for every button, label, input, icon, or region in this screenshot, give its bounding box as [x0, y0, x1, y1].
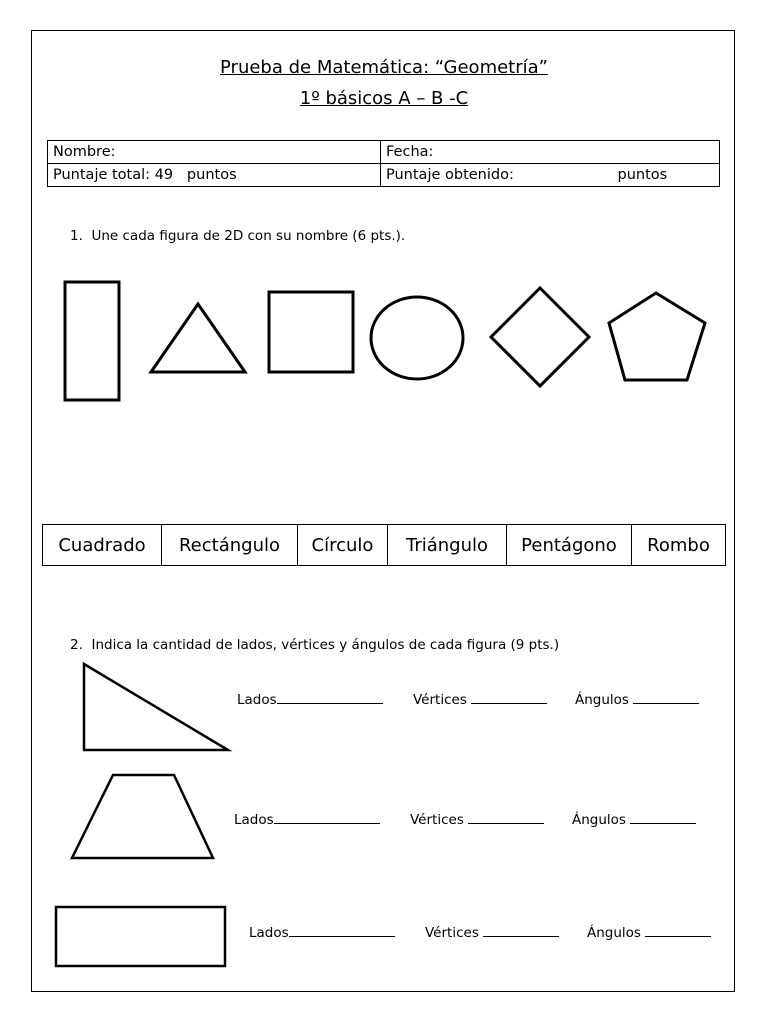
- name-cell-triangulo[interactable]: Triángulo: [388, 525, 507, 566]
- angles-label: Ángulos: [575, 692, 629, 708]
- angles-label: Ángulos: [587, 925, 641, 941]
- test-title: Prueba de Matemática: “Geometría”: [220, 57, 548, 78]
- rectangle-outline[interactable]: [65, 282, 119, 400]
- circle-outline[interactable]: [371, 297, 463, 379]
- angles-blank[interactable]: [645, 922, 711, 937]
- name-cell-cuadrado[interactable]: Cuadrado: [43, 525, 162, 566]
- sides-field-2[interactable]: [234, 809, 380, 828]
- angles-label: Ángulos: [572, 812, 626, 828]
- sides-field-3[interactable]: [249, 922, 395, 941]
- date-label: Fecha:: [386, 144, 434, 160]
- vertices-blank[interactable]: [468, 809, 544, 824]
- angles-field-3[interactable]: [587, 922, 711, 941]
- obtained-score-label: Puntaje obtenido:: [386, 167, 514, 183]
- sides-blank[interactable]: [289, 922, 395, 937]
- question-1-text: 1. Une cada figura de 2D con su nombre (6 pts.).: [70, 228, 406, 244]
- angles-blank[interactable]: [633, 689, 699, 704]
- grade-subtitle: 1º básicos A – B -C: [299, 88, 469, 109]
- sides-label: Lados: [237, 692, 277, 708]
- vertices-field-2[interactable]: [410, 809, 544, 828]
- sides-field-1[interactable]: [237, 689, 383, 708]
- shape-names-table: [42, 524, 726, 566]
- angles-field-2[interactable]: [572, 809, 696, 828]
- sides-blank[interactable]: [274, 809, 380, 824]
- trapezoid-outline: [72, 775, 213, 858]
- name-label: Nombre:: [53, 144, 116, 160]
- right-triangle-outline: [84, 664, 228, 750]
- question-2-text: 2. Indica la cantidad de lados, vértices y ángulos de cada figura (9 pts.): [70, 637, 560, 653]
- name-cell-circulo[interactable]: Círculo: [298, 525, 388, 566]
- sides-label: Lados: [249, 925, 289, 941]
- vertices-label: Vértices: [410, 812, 464, 828]
- vertices-field-1[interactable]: [413, 689, 547, 708]
- angles-blank[interactable]: [630, 809, 696, 824]
- name-cell-pentagono[interactable]: Pentágono: [507, 525, 632, 566]
- total-score-label: Puntaje total: 49 puntos: [53, 167, 237, 183]
- angles-field-1[interactable]: [575, 689, 699, 708]
- triangle-outline[interactable]: [151, 304, 245, 372]
- sides-blank[interactable]: [277, 689, 383, 704]
- vertices-label: Vértices: [413, 692, 467, 708]
- name-cell-rectangulo[interactable]: Rectángulo: [162, 525, 298, 566]
- vertices-field-3[interactable]: [425, 922, 559, 941]
- name-cell-rombo[interactable]: Rombo: [632, 525, 726, 566]
- points-label: puntos: [617, 167, 668, 183]
- vertices-blank[interactable]: [483, 922, 559, 937]
- vertices-label: Vértices: [425, 925, 479, 941]
- vertices-blank[interactable]: [471, 689, 547, 704]
- square-outline[interactable]: [269, 292, 353, 372]
- sides-label: Lados: [234, 812, 274, 828]
- rectangle-outline: [56, 907, 225, 966]
- diamond-outline[interactable]: [491, 288, 589, 386]
- pentagon-outline[interactable]: [609, 293, 705, 380]
